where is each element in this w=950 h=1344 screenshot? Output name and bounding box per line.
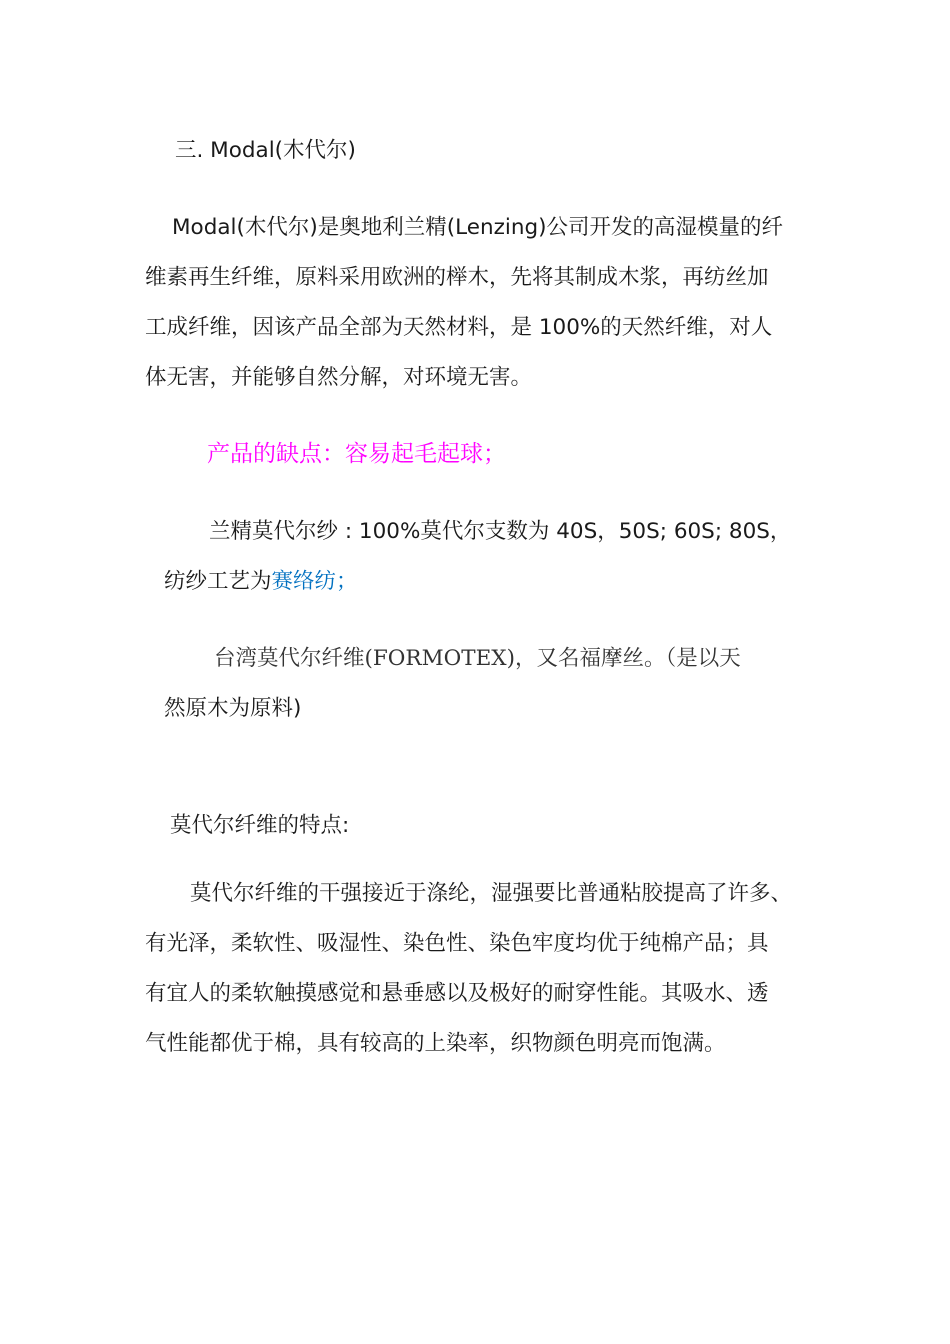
taiwan-line-2: 然原木为原料) bbox=[164, 696, 302, 721]
taiwan-line-1: 台湾莫代尔纤维(FORMOTEX)，又名福摩丝。（是以天 bbox=[214, 646, 741, 671]
section-heading: 三. Modal(木代尔) bbox=[175, 138, 356, 163]
spec-line-2 bbox=[164, 567, 358, 597]
features-line-1: 莫代尔纤维的干强接近于涤纶，湿强要比普通粘胶提高了许多、 bbox=[190, 881, 793, 906]
intro-line-3: 工成纤维，因该产品全部为天然材料，是 100%的天然纤维，对人 bbox=[145, 315, 773, 340]
intro-line-2: 维素再生纤维，原料采用欧洲的榉木，先将其制成木浆，再纺丝加 bbox=[145, 265, 769, 290]
process-prefix: 纺纱工艺为 bbox=[164, 569, 272, 594]
features-line-2: 有光泽，柔软性、吸湿性、染色性、染色牢度均优于纯棉产品；具 bbox=[145, 931, 769, 956]
spec-line-1 bbox=[209, 517, 791, 547]
spec-label: 兰精莫代尔纱 bbox=[209, 519, 339, 544]
features-title: 莫代尔纤维的特点: bbox=[170, 813, 350, 838]
features-line-4: 气性能都优于棉，具有较高的上染率，织物颜色明亮而饱满。 bbox=[145, 1031, 726, 1056]
intro-line-1: Modal(木代尔)是奥地利兰精(Lenzing)公司开发的高湿模量的纤 bbox=[172, 215, 784, 240]
intro-line-4: 体无害，并能够自然分解，对环境无害。 bbox=[145, 365, 533, 390]
features-line-3: 有宜人的柔软触摸感觉和悬垂感以及极好的耐穿性能。其吸水、透 bbox=[145, 981, 769, 1006]
drawback-text: 产品的缺点：容易起毛起球； bbox=[207, 441, 506, 467]
process-value: 赛络纺； bbox=[271, 569, 358, 594]
spec-text: : 100%莫代尔支数为 40S，50S; 60S; 80S， bbox=[338, 519, 792, 544]
